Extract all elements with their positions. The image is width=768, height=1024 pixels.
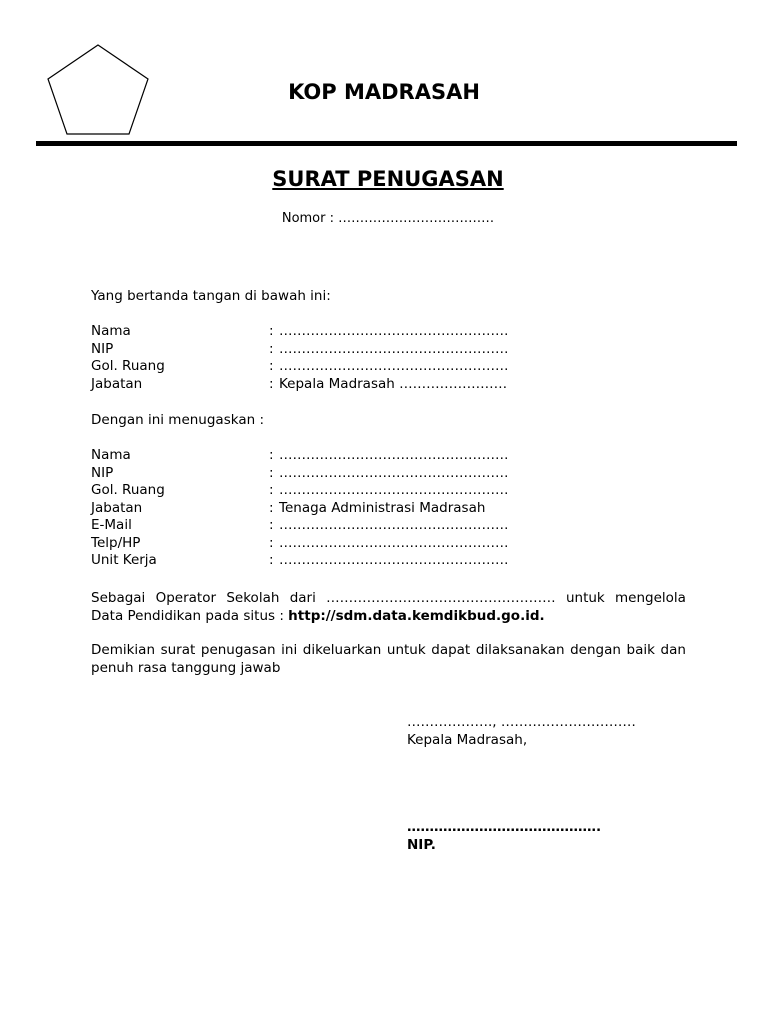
field-row [91,376,686,394]
field-row [91,341,686,359]
closing-word: Demikian [91,642,155,658]
letterhead-title: KOP MADRASAH [288,80,480,104]
document-number: Nomor : ……………………………… [281,211,495,226]
field-label: Telp/HP [91,534,141,551]
field-label: Nama [91,447,131,463]
field-value: …………………………………………… [279,358,509,374]
closing-word: untuk [386,642,426,658]
field-label: Nama [91,323,131,339]
operator-prefix: Data Pendidikan pada situs : [91,608,289,624]
field-colon: : [269,464,274,481]
field-row [91,323,686,341]
operator-word: Operator [155,590,217,606]
closing-paragraph [91,641,686,677]
field-colon: : [269,482,274,498]
field-value: Tenaga Administrasi Madrasah [279,499,486,516]
field-row [91,517,686,535]
closing-word: ini [281,642,298,658]
closing-word: dilaksanakan [475,642,565,658]
closing-word: dikeluarkan [302,642,382,658]
operator-school-blank: …………………………………………… [326,590,556,606]
closing-line-1 [91,641,686,659]
operator-word: untuk [565,590,605,606]
field-colon: : [269,517,274,533]
signature-role: Kepala Madrasah, [407,732,528,748]
operator-line-2 [91,607,686,625]
closing-word: dapat [431,642,471,658]
operator-word: Sekolah [226,590,280,606]
field-value: …………………………………………… [279,447,509,463]
signature-nip: NIP. [407,837,436,853]
field-colon: : [269,323,274,339]
field-value: …………………………………………… [279,517,509,533]
operator-word: dari [289,590,316,606]
operator-line-1 [91,589,686,607]
field-row [91,552,686,570]
field-colon: : [269,358,274,374]
intro-text: Yang bertanda tangan di bawah ini: [91,288,331,304]
operator-paragraph [91,589,686,625]
field-value: …………………………………………… [279,464,509,481]
assignee-fields [91,447,686,570]
field-value: …………………………………………… [279,482,509,498]
field-value: …………………………………………… [279,552,509,568]
signature-name-line: ……………………………………. [407,819,602,835]
closing-word: surat [160,642,196,658]
field-colon: : [269,375,274,392]
field-value: …………………………………………… [279,340,509,357]
site-url: http://sdm.data.kemdikbud.go.id. [288,608,545,624]
field-label: E-Mail [91,517,132,533]
field-row [91,500,686,518]
field-colon: : [269,552,274,568]
field-label: Jabatan [91,375,143,392]
field-label: Jabatan [91,499,143,516]
signatory-fields [91,323,686,393]
field-row [91,535,686,553]
field-value: Kepala Madrasah …………………… [279,375,508,392]
field-label: Unit Kerja [91,552,157,568]
field-label: NIP [91,464,114,481]
field-colon: : [269,447,274,463]
signature-place-date: ………………., ………………………… [407,714,636,730]
field-colon: : [269,340,274,357]
closing-line-2: penuh rasa tanggung jawab [91,660,281,676]
field-row [91,465,686,483]
closing-word: penugasan [200,642,276,658]
assign-text: Dengan ini menugaskan : [91,412,264,428]
field-value: …………………………………………… [279,323,509,339]
field-label: NIP [91,340,114,357]
field-colon: : [269,499,274,516]
field-label: Gol. Ruang [91,482,165,498]
field-row [91,482,686,500]
closing-word: dengan [570,642,621,658]
field-colon: : [269,534,274,551]
document-title: SURAT PENUGASAN [272,167,504,191]
letterhead-divider [36,141,737,146]
field-row [91,447,686,465]
operator-word: Sebagai [91,590,146,606]
field-label: Gol. Ruang [91,358,165,374]
operator-word: mengelola [615,590,686,606]
closing-word: dan [660,642,686,658]
closing-word: baik [626,642,655,658]
field-value: …………………………………………… [279,534,509,551]
field-row [91,358,686,376]
